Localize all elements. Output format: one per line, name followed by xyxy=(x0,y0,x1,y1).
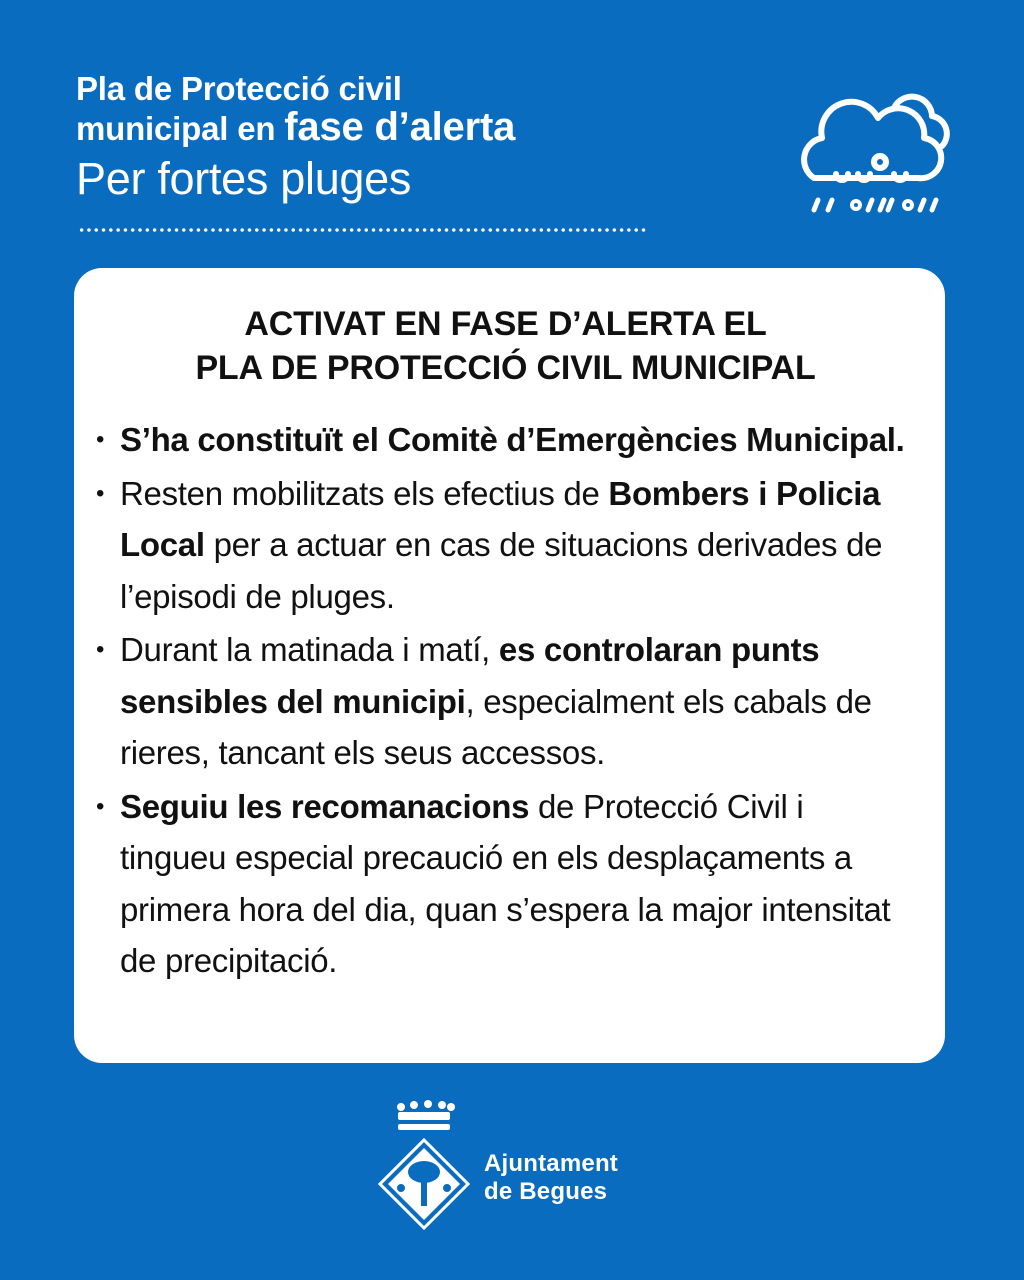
header-line2-emphasis: fase d’alerta xyxy=(284,105,516,149)
item-text: de Protecció Civil i tingueu especial precaució en els desplaçaments a primera hora del dia, quan s’espera la major intensitat de precipitació. xyxy=(120,787,891,979)
card-title-line1: ACTIVAT EN FASE D’ALERTA EL xyxy=(244,305,767,343)
bullet-icon: • xyxy=(96,636,105,663)
item-bold: S’ha constituït el Comitè d’Emergències Municipal. xyxy=(120,421,905,458)
bullet-icon: • xyxy=(96,792,105,820)
org-name-line1: Ajuntament xyxy=(484,1150,618,1177)
header xyxy=(76,70,515,206)
alert-card xyxy=(74,268,945,1063)
header-line2-prefix: municipal en xyxy=(76,110,285,147)
bullet-icon: • xyxy=(96,479,105,507)
org-name xyxy=(484,1150,618,1206)
list-item xyxy=(96,468,915,623)
header-line2 xyxy=(76,105,516,149)
item-text: , especialment els cabals de rieres, tancant els seus accessos. xyxy=(120,682,872,771)
item-text: per a actuar en cas de situacions derivades de l’episodi de pluges. xyxy=(120,526,883,615)
header-line1: Pla de Protecció civil xyxy=(76,70,402,107)
card-title-line2: PLA DE PROTECCIÓ CIVIL MUNICIPAL xyxy=(195,349,816,387)
item-bold: es controlaran punts sensibles del municipi xyxy=(120,631,820,720)
card-title xyxy=(96,302,915,390)
bullet-icon: • xyxy=(96,426,105,453)
header-subtitle: Per fortes pluges xyxy=(76,153,412,204)
list-item xyxy=(96,414,915,466)
list-item xyxy=(96,624,915,779)
list-item xyxy=(96,781,915,987)
item-text: Resten mobilitzats els efectius de xyxy=(120,474,609,512)
item-text: Durant la matinada i matí, xyxy=(120,631,499,668)
alert-list xyxy=(96,414,915,987)
item-bold: Seguiu les recomanacions xyxy=(120,787,530,825)
rain-cloud-icon xyxy=(796,82,956,222)
item-bold: Bombers i Policia Local xyxy=(120,474,881,563)
org-name-line2: de Begues xyxy=(484,1178,608,1205)
dotted-divider xyxy=(78,227,648,233)
